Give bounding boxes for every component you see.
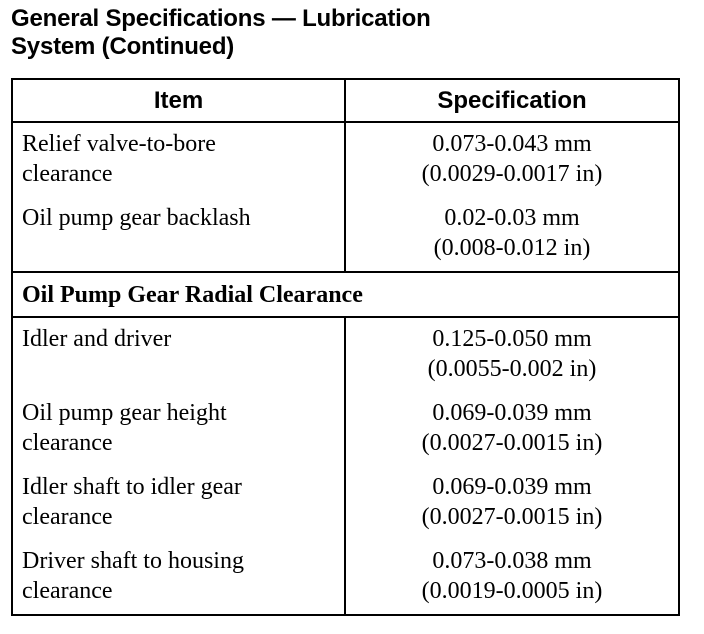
item-text: Relief valve-to-bore bbox=[22, 131, 216, 157]
table-row bbox=[12, 540, 679, 615]
section-row bbox=[12, 272, 679, 317]
spec-cell bbox=[345, 317, 679, 392]
item-text: clearance bbox=[22, 578, 113, 604]
spec-imperial: (0.0055-0.002 in) bbox=[427, 356, 597, 382]
title-line-2: System (Continued) bbox=[11, 33, 235, 60]
page-title bbox=[11, 5, 691, 61]
spec-metric: 0.073-0.043 mm bbox=[432, 131, 592, 157]
header-item: Item bbox=[12, 79, 345, 122]
spec-metric: 0.125-0.050 mm bbox=[432, 326, 592, 352]
spec-metric: 0.02-0.03 mm bbox=[444, 205, 580, 231]
spec-imperial: (0.0027-0.0015 in) bbox=[421, 430, 603, 456]
spec-imperial: (0.0019-0.0005 in) bbox=[421, 578, 603, 604]
item-text: clearance bbox=[22, 161, 113, 187]
spec-cell bbox=[345, 197, 679, 272]
item-cell bbox=[12, 540, 345, 615]
item-text: Idler shaft to idler gear bbox=[22, 474, 242, 500]
item-text: clearance bbox=[22, 504, 113, 530]
item-text: clearance bbox=[22, 430, 113, 456]
spec-cell bbox=[345, 466, 679, 540]
spec-imperial: (0.0029-0.0017 in) bbox=[421, 161, 603, 187]
item-cell bbox=[12, 122, 345, 197]
spec-metric: 0.073-0.038 mm bbox=[432, 548, 592, 574]
item-cell bbox=[12, 466, 345, 540]
spec-metric: 0.069-0.039 mm bbox=[432, 474, 592, 500]
item-text: Oil pump gear height bbox=[22, 400, 227, 426]
table-row bbox=[12, 317, 679, 392]
spec-imperial: (0.0027-0.0015 in) bbox=[421, 504, 603, 530]
item-cell bbox=[12, 317, 345, 392]
item-cell bbox=[12, 392, 345, 466]
spec-cell bbox=[345, 392, 679, 466]
spec-imperial: (0.008-0.012 in) bbox=[433, 235, 591, 261]
item-text: Idler and driver bbox=[22, 326, 172, 352]
header-specification: Specification bbox=[345, 79, 679, 122]
table-row bbox=[12, 392, 679, 466]
item-cell bbox=[12, 197, 345, 272]
item-text: Oil pump gear backlash bbox=[22, 205, 251, 231]
table-row bbox=[12, 466, 679, 540]
table-row bbox=[12, 197, 679, 272]
table-row bbox=[12, 122, 679, 197]
item-text: Driver shaft to housing bbox=[22, 548, 244, 574]
specifications-table bbox=[11, 78, 680, 616]
spec-cell bbox=[345, 540, 679, 615]
section-title: Oil Pump Gear Radial Clearance bbox=[12, 272, 679, 317]
title-line-1: General Specifications — Lubrication bbox=[11, 5, 431, 32]
spec-cell bbox=[345, 122, 679, 197]
spec-metric: 0.069-0.039 mm bbox=[432, 400, 592, 426]
table-header-row bbox=[12, 79, 679, 122]
